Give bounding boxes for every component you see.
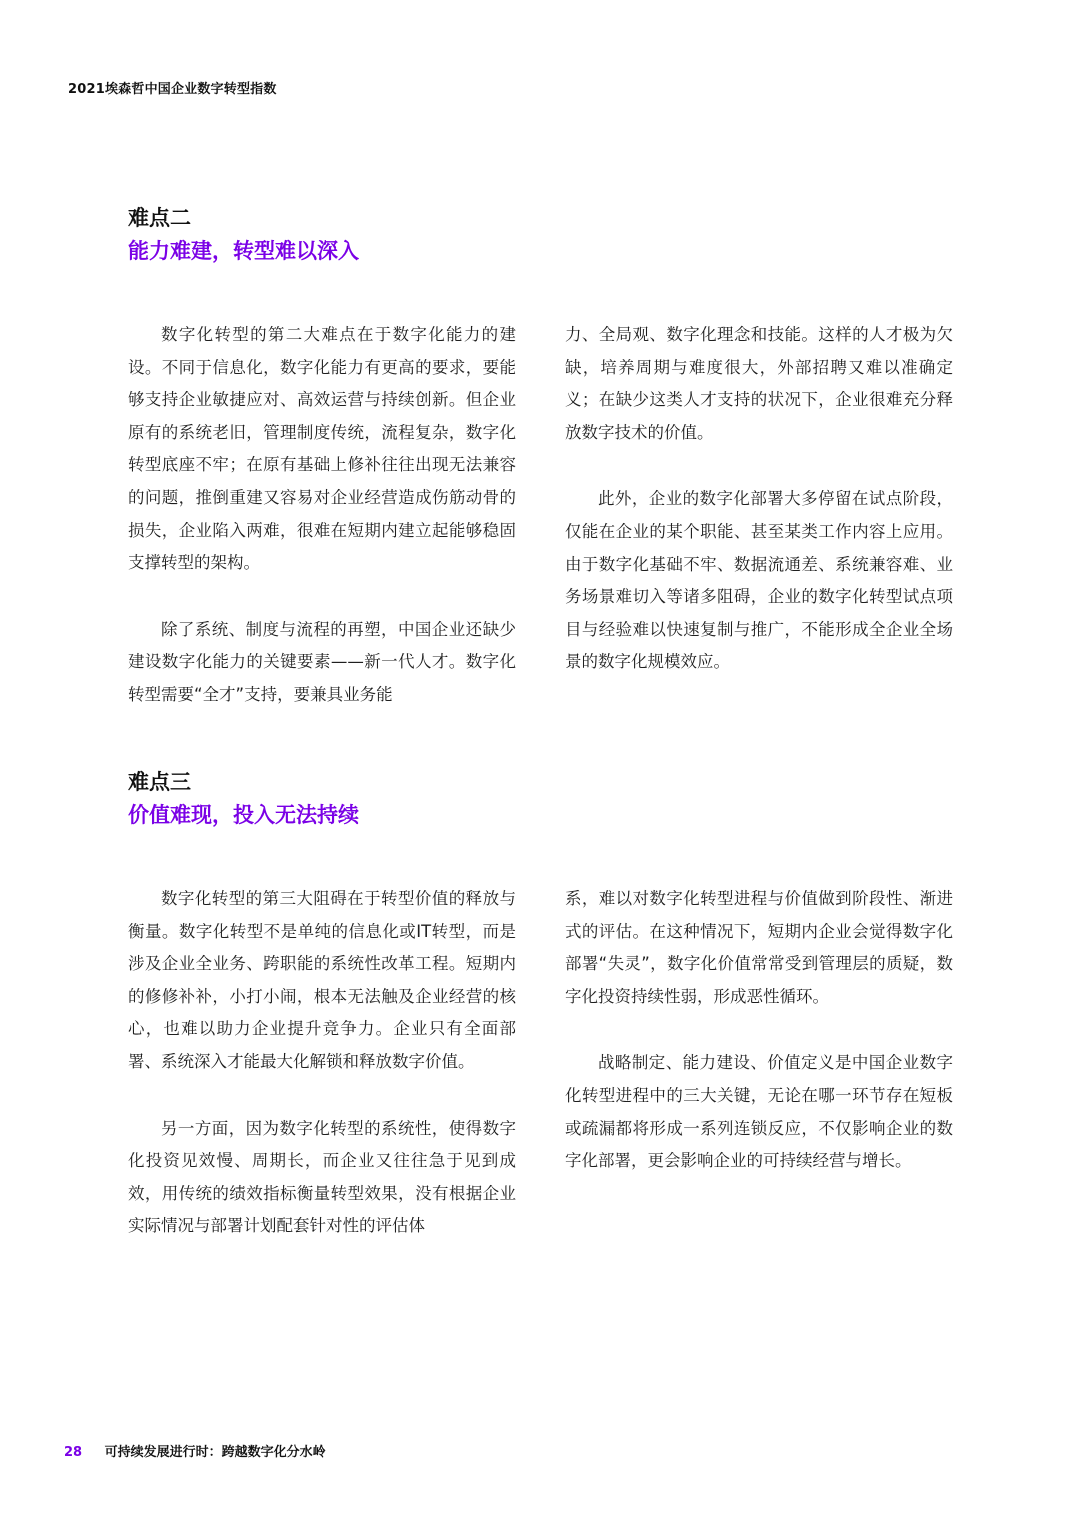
section-headline: 价值难现，投入无法持续 xyxy=(128,803,359,827)
section-difficulty-two xyxy=(128,203,953,704)
section-difficulty-three xyxy=(128,767,953,1236)
right-column xyxy=(565,883,953,1212)
paragraph-continued: 力、全局观、数字化理念和技能。这样的人才极为欠缺，培养周期与难度很大，外部招聘又难以准确定义；在缺少这类人才支持的状况下，企业很难充分释放数字技术的价值。 xyxy=(565,325,953,442)
paragraph: 此外，企业的数字化部署大多停留在试点阶段，仅能在企业的某个职能、甚至某类工作内容上应用。由于数字化基础不牢、数据流通差、系统兼容难、业务场景难切入等诸多阻碍，企业的数字化转型试点项目与经验难以快速复制与推广，不能形成全企业全场景的数字化规模效应。 xyxy=(565,489,953,672)
page-footer xyxy=(64,1441,326,1460)
paragraph: 数字化转型的第三大阻碍在于转型价值的释放与衡量。数字化转型不是单纯的信息化或IT转型，而是涉及企业全业务、跨职能的系统性改革工程。短期内的修修补补，小打小闹，根本无法触及企业经营的核心，也难以助力企业提升竞争力。企业只有全面部署、系统深入才能最大化解锁和释放数字价值。 xyxy=(128,889,516,1071)
running-header: 2021埃森哲中国企业数字转型指数 xyxy=(68,82,277,97)
right-column xyxy=(565,319,953,713)
paragraph: 数字化转型的第二大难点在于数字化能力的建设。不同于信息化，数字化能力有更高的要求，要能够支持企业敏捷应对、高效运营与持续创新。但企业原有的系统老旧，管理制度传统，流程复杂，数字化转型底座不牢；在原有基础上修补往往出现无法兼容的问题，推倒重建又容易对企业经营造成伤筋动骨的损失，企业陷入两难，很难在短期内建立起能够稳固支撑转型的架构。 xyxy=(128,325,516,573)
paragraph-continued: 系，难以对数字化转型进程与价值做到阶段性、渐进式的评估。在这种情况下，短期内企业会觉得数字化部署“失灵”，数字化价值常常受到管理层的质疑，数字化投资持续性弱，形成恶性循环。 xyxy=(565,889,953,1006)
page-number: 28 xyxy=(64,1445,83,1460)
paragraph: 另一方面，因为数字化转型的系统性，使得数字化投资见效慢、周期长，而企业又往往急于见到成效，用传统的绩效指标衡量转型效果，没有根据企业实际情况与部署计划配套针对性的评估体 xyxy=(128,1118,516,1236)
paragraph: 战略制定、能力建设、价值定义是中国企业数字化转型进程中的三大关键，无论在哪一环节存在短板或疏漏都将形成一系列连锁反应，不仅影响企业的数字化部署，更会影响企业的可持续经营与增长。 xyxy=(565,1053,953,1171)
section-kicker: 难点二 xyxy=(128,206,191,230)
section-headline: 能力难建，转型难以深入 xyxy=(128,239,359,263)
left-column xyxy=(128,319,516,746)
paragraph: 除了系统、制度与流程的再塑，中国企业还缺少建设数字化能力的关键要素——新一代人才。数字化转型需要“全才”支持，要兼具业务能 xyxy=(128,619,516,704)
section-kicker: 难点三 xyxy=(128,770,191,794)
left-column xyxy=(128,883,516,1277)
footer-title: 可持续发展进行时：跨越数字化分水岭 xyxy=(104,1445,326,1460)
